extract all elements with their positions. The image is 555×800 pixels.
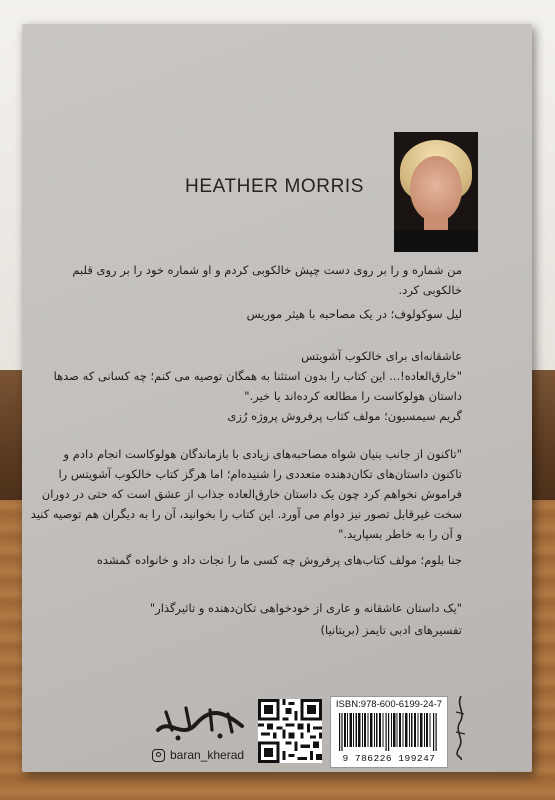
vertical-mark: [450, 692, 472, 762]
author-name: HEATHER MORRIS: [185, 176, 365, 197]
quote-1: من شماره‌ و را بر روی دست چپش خالکوبی کردم و او شماره خود را بر روی قلبم خالکوبی کرد.: [72, 263, 462, 297]
publisher-logo: [152, 700, 248, 744]
barcode-bars: [339, 713, 439, 751]
book-back-cover: [22, 24, 532, 772]
quote-4: "یک داستان عاشقانه و عاری از خودخواهی تکان‌دهنده و تاثیرگذار": [149, 601, 462, 615]
isbn-text: ISBN:978-600-6199-24-7: [335, 699, 443, 710]
quote-2: عاشقانه‌ای برای خالکوب آشویتس "خارق‌العاده!... این کتاب را بدون استثنا به همگان توصیه می کنم؛ چه کسانی که صدها داستان هولوکاست را مطالعه کرده‌اند یا خیر." گریم سیمسیون؛ مولف کتاب پرفروش پروژه رُزی: [53, 349, 462, 423]
isbn-barcode: [330, 696, 448, 768]
quote-3: "تاکنون از جانب بنیان شواه مصاحبه‌های زیادی با بازماندگان هولوکاست انجام دادم و تاکنون داستان‌های تکان‌دهنده متعددی را شنیده‌ام؛ اما هرگز کتاب خالکوب آشویتس را فراموش نخواهم کرد چون یک داستان خارق‌العاده جذاب از عشق است که حتی در دوران سخت غیرقابل تصور نیز دوام می آورد. این کتاب را بخوانید، آن را به دیگران هم توصیه کنید و آن را به خاطر بسپارید.": [30, 447, 462, 541]
author-photo: [394, 132, 478, 252]
instagram-handle: baran_kherad: [152, 748, 244, 762]
quote-1-credit: لیل سوکولوف؛ در یک مصاحبه با هیثر موریس: [246, 307, 462, 321]
quote-4-credit: تفسیرهای ادبی تایمز (بریتانیا): [320, 623, 462, 637]
qr-code: [258, 699, 322, 763]
barcode-number: 9 786226 199247: [342, 753, 436, 764]
instagram-icon: [152, 749, 165, 762]
quote-3-credit: جنا بلوم؛ مولف کتاب‌های پرفروش چه کسی ما را نجات داد و خانواده گمشده: [96, 553, 462, 567]
